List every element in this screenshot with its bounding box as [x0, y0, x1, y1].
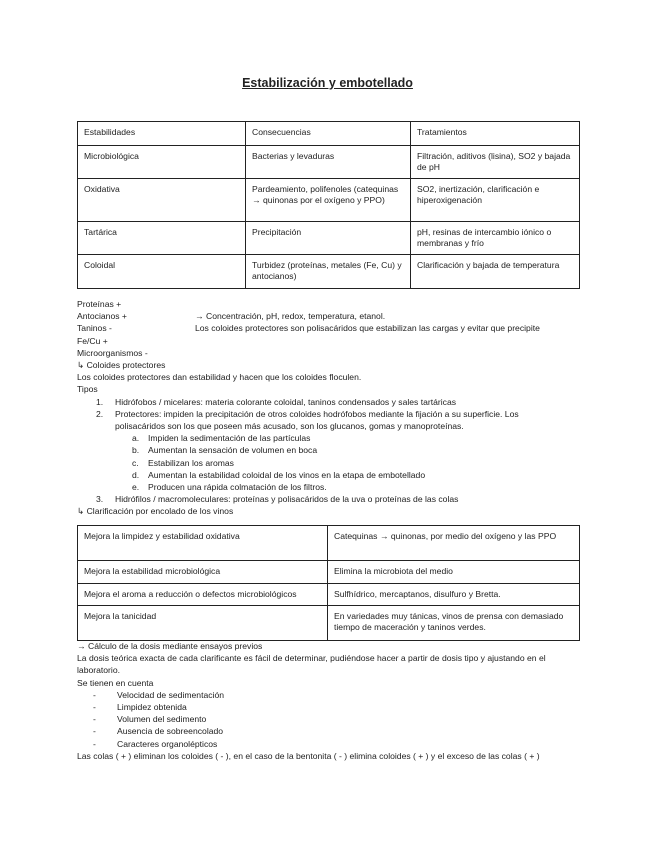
section-heading: → Cálculo de la dosis mediante ensayos previos [77, 641, 263, 651]
table-cell: Tartárica [78, 222, 246, 255]
list-letter: e. [132, 482, 140, 493]
table-row [78, 255, 580, 289]
header-cell: Tratamientos [411, 122, 580, 146]
table-row [78, 146, 580, 179]
table-cell: pH, resinas de intercambio iónico o membranas y frío [411, 222, 580, 255]
table-cell: Mejora el aroma a reducción o defectos microbiológicos [78, 584, 328, 606]
table-row [78, 526, 580, 561]
bullet-item [77, 725, 587, 737]
page-title: Estabilización y embotellado [242, 76, 413, 90]
sublist-item [77, 457, 587, 469]
table-cell: Precipitación [246, 222, 411, 255]
section-heading: ↳ Clarificación por encolado de los vinos [77, 506, 234, 517]
table-cell: Oxidativa [78, 179, 246, 222]
stability-table [77, 121, 580, 289]
list-text: Hidrófobos / micelares: materia colorante coloidal, taninos condensados y sales tartáricas [115, 396, 457, 407]
notes-section [77, 298, 587, 518]
bullet-text: Ausencia de sobreencolado [117, 726, 224, 737]
list-letter: b. [132, 445, 140, 456]
bullet-text: Volumen del sedimento [117, 714, 207, 725]
table-row [78, 222, 580, 255]
table-cell: Mejora la tanicidad [78, 606, 328, 641]
bullet-item [77, 689, 587, 701]
bullet-item [77, 738, 587, 750]
bullet: - [93, 714, 96, 725]
text-line: Fe/Cu + [77, 335, 108, 346]
list-text: Aumentan la estabilidad coloidal de los vinos en la etapa de embotellado [148, 469, 426, 480]
bullet-text: Limpidez obtenida [117, 702, 187, 713]
list-text: Hidrófilos / macromoleculares: proteínas y polisacáridos de la uva o proteínas de las colas [115, 494, 459, 505]
bullet-item [77, 713, 587, 725]
bullet: - [93, 738, 96, 749]
text-line [77, 322, 587, 334]
paragraph: Las colas ( + ) eliminan los coloides ( - ), en el caso de la bentonita ( - ) elimina coloides ( + ) y el exceso de las colas ( + ) [77, 750, 540, 761]
sublist-item [77, 432, 587, 444]
table-row [78, 179, 580, 222]
bullet: - [93, 702, 96, 713]
bullet: - [93, 689, 96, 700]
header-cell: Consecuencias [246, 122, 411, 146]
header-cell: Estabilidades [78, 122, 246, 146]
paragraph: Los coloides protectores dan estabilidad y hacen que los coloides floculen. [77, 372, 362, 383]
list-item [77, 493, 587, 505]
table-cell: Mejora la limpidez y estabilidad oxidativa [78, 526, 328, 561]
table-cell: SO2, inertización, clarificación e hiperoxigenación [411, 179, 580, 222]
table-cell: Bacterias y levaduras [246, 146, 411, 179]
bullet-text: Caracteres organolépticos [117, 738, 218, 749]
clarification-table [77, 525, 580, 641]
bullet-item [77, 701, 587, 713]
text-line: Microorganismos - [77, 347, 148, 358]
table-cell: Catequinas → quinonas, por medio del oxígeno y las PPO [328, 526, 580, 561]
table-cell: Mejora la estabilidad microbiológica [78, 561, 328, 584]
list-item [77, 408, 587, 420]
table-row [78, 606, 580, 641]
dosage-section [77, 640, 587, 762]
list-number: 3. [96, 494, 104, 505]
list-continuation: polisacáridos son los que poseen más acusado, son los glucanos, gomas y manoproteínas. [115, 421, 464, 432]
table-cell: Pardeamiento, polifenoles (catequinas → quinonas por el oxígeno y PPO) [246, 179, 411, 222]
paragraph: La dosis teórica exacta de cada clarificante es fácil de determinar, pudiéndose hacer a partir de dosis tipo y ajustando en el laboratorio. [77, 653, 546, 676]
list-letter: c. [132, 457, 139, 468]
table-cell: Sulfhídrico, mercaptanos, disulfuro y Bretta. [328, 584, 580, 606]
sublist-item [77, 469, 587, 481]
table-cell: Filtración, aditivos (lisina), SO2 y bajada de pH [411, 146, 580, 179]
text-line: Se tienen en cuenta [77, 677, 154, 688]
table-row [78, 561, 580, 584]
table-cell: Turbidez (proteínas, metales (Fe, Cu) y antocianos) [246, 255, 411, 289]
table-cell: En variedades muy tánicas, vinos de prensa con demasiado tiempo de maceración y taninos verdes. [328, 606, 580, 641]
protective-text: Los coloides protectores son polisacáridos que estabilizan las cargas y evitar que precipite [195, 323, 540, 334]
bullet-text: Velocidad de sedimentación [117, 689, 225, 700]
factors-text: → Concentración, pH, redox, temperatura, etanol. [195, 311, 386, 322]
sublist-item [77, 444, 587, 456]
list-letter: d. [132, 469, 140, 480]
bullet: - [93, 726, 96, 737]
table-cell: Clarificación y bajada de temperatura [411, 255, 580, 289]
list-text: Aumentan la sensación de volumen en boca [148, 445, 318, 456]
charge-label: Taninos - [77, 323, 112, 334]
text-line: Tipos [77, 384, 98, 395]
list-number: 1. [96, 396, 104, 407]
text-line: Proteínas + [77, 299, 122, 309]
table-cell: Coloidal [78, 255, 246, 289]
charge-label: Antocianos + [77, 311, 127, 322]
table-cell: Elimina la microbiota del medio [328, 561, 580, 584]
list-text: Producen una rápida colmatación de los filtros. [148, 482, 327, 493]
text-line [77, 310, 587, 322]
list-text: Impiden la sedimentación de las partículas [148, 433, 311, 444]
list-text: Protectores: impiden la precipitación de otros coloides hodrófobos mediante la fijación a su superficie. Los [115, 408, 519, 419]
list-number: 2. [96, 408, 104, 419]
table-header-row [78, 122, 580, 146]
list-item [77, 396, 587, 408]
table-cell: Microbiológica [78, 146, 246, 179]
list-text: Estabilizan los aromas [148, 457, 234, 468]
list-letter: a. [132, 433, 140, 444]
table-row [78, 584, 580, 606]
sublist-item [77, 481, 587, 493]
section-heading: ↳ Coloides protectores [77, 360, 166, 371]
